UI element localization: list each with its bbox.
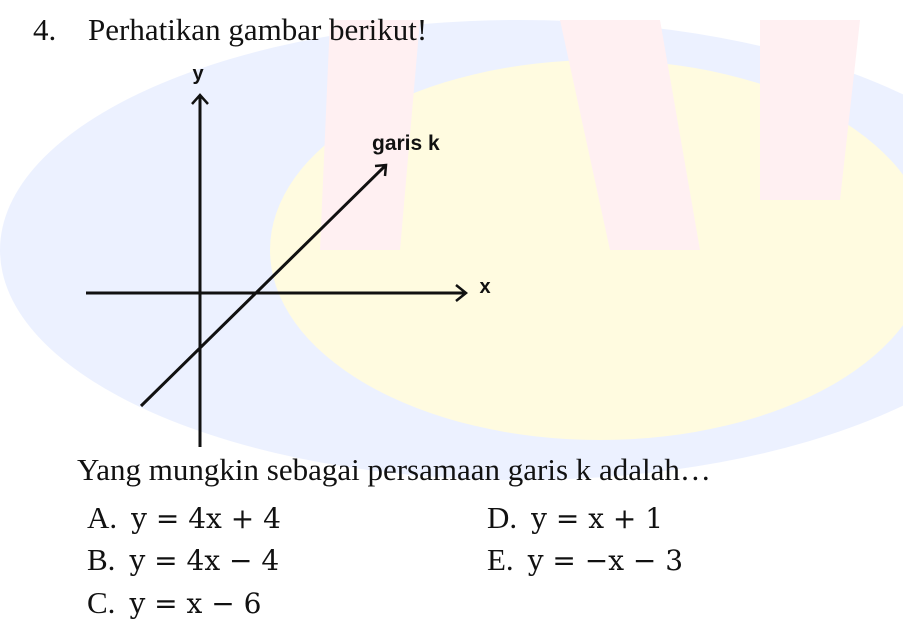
question-number: 4. bbox=[33, 12, 57, 47]
x-axis-label: x bbox=[479, 276, 491, 298]
line-k-label: garis k bbox=[372, 132, 440, 155]
option-letter: C. bbox=[87, 585, 116, 620]
option-equation: y = x + 1 bbox=[531, 502, 664, 535]
option-equation: y = 4x + 4 bbox=[131, 502, 281, 535]
option-d[interactable] bbox=[487, 500, 663, 537]
option-e[interactable] bbox=[487, 542, 683, 579]
question-title: Perhatikan gambar berikut! bbox=[88, 12, 428, 47]
option-letter: D. bbox=[487, 500, 518, 535]
option-letter: A. bbox=[87, 500, 118, 535]
y-axis-label: y bbox=[192, 63, 204, 85]
option-letter: B. bbox=[87, 542, 116, 577]
option-c[interactable] bbox=[87, 585, 261, 622]
option-a[interactable] bbox=[87, 500, 281, 537]
option-equation: y = −x − 3 bbox=[527, 544, 684, 577]
option-letter: E. bbox=[487, 542, 514, 577]
line-k bbox=[141, 166, 385, 406]
question-prompt: Yang mungkin sebagai persamaan garis k adalah… bbox=[77, 452, 711, 487]
option-b[interactable] bbox=[87, 542, 279, 579]
option-equation: y = x − 6 bbox=[129, 587, 262, 620]
option-equation: y = 4x − 4 bbox=[129, 544, 280, 577]
